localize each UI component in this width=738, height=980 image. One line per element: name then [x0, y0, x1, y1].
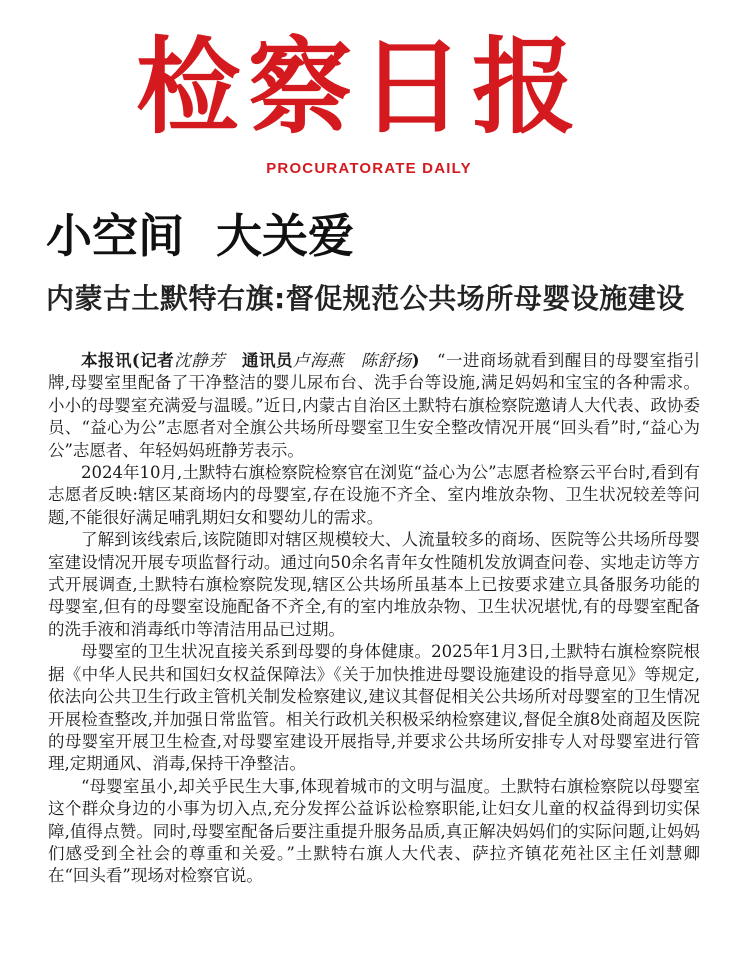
byline-label-mid: 通讯员 — [242, 351, 293, 370]
byline-correspondents: 卢海燕 陈舒扬 — [292, 351, 412, 370]
paragraph-text: “一进商场就看到醒目的母婴室指引牌,母婴室里配备了干净整洁的婴儿尿布台、洗手台等设施,满足妈妈和宝宝的各种需求。小小的母婴室充满爱与温暖。”近日,内蒙古自治区土默特右旗检察院邀请人大代表、政协委员、“益心为公”志愿者对全旗公共场所母婴室卫生安全整改情况开展“回头看”时,“益心为公”志愿者、年轻妈妈班静芳表示。 — [48, 351, 701, 460]
masthead-logo: 检察日报 — [135, 25, 584, 148]
article-body — [48, 350, 700, 888]
masthead — [0, 0, 738, 196]
article-paragraph: 了解到该线索后,该院随即对辖区规模较大、人流量较多的商场、医院等公共场所母婴室建设情况开展专项监督行动。通过向50余名青年女性随机发放调查问卷、实地走访等方式开展调查,土默特右旗检察院发现,辖区公共场所虽基本上已按要求建立具备服务功能的母婴室,但有的母婴室设施配备不齐全,有的室内堆放杂物、卫生状况堪忧,有的母婴室配备的洗手液和消毒纸巾等清洁用品已过期。 — [48, 530, 700, 639]
byline-reporter: 沈静芳 — [174, 351, 226, 370]
article-paragraph: 母婴室的卫生状况直接关系到母婴的身体健康。2025年1月3日,土默特右旗检察院根据《中华人民共和国妇女权益保障法》《关于加快推进母婴设施建设的指导意见》等规定,依法向公共卫生行政主管机关制发检察建议,建议其督促相关公共场所对母婴室的卫生情况开展检查整改,并加强日常监管。相关行政机关积极采纳检察建议,督促全旗8处商超及医院的母婴室开展卫生检查,对母婴室建设开展指导,并要求公共场所安排专人对母婴室进行管理,定期通风、消毒,保持干净整洁。 — [48, 642, 700, 774]
headline: 小空间 大关爱 — [46, 209, 355, 263]
article-paragraph-lead — [48, 350, 700, 462]
article-paragraph: 2024年10月,土默特右旗检察院检察官在浏览“益心为公”志愿者检察云平台时,看到有志愿者反映:辖区某商场内的母婴室,存在设施不齐全、室内堆放杂物、卫生状况较差等问题,不能很好满足哺乳期妇女和婴幼儿的需求。 — [48, 463, 700, 527]
byline-label-close: ) — [411, 351, 420, 370]
article-paragraph: “母婴室虽小,却关乎民生大事,体现着城市的文明与温度。土默特右旗检察院以母婴室这个群众身边的小事为切入点,充分发挥公益诉讼检察职能,让妇女儿童的权益得到切实保障,值得点赞。同时,母婴室配备后要注重提升服务品质,真正解决妈妈们的实际问题,让妈妈们感受到全社会的尊重和关爱。”土默特右旗人大代表、萨拉齐镇花苑社区主任刘慧卿在“回头看”现场对检察官说。 — [48, 776, 700, 886]
masthead-subtitle: PROCURATORATE DAILY — [266, 160, 472, 177]
byline-label-open: 本报讯(记者 — [81, 351, 175, 370]
subheadline: 内蒙古土默特右旗:督促规范公共场所母婴设施建设 — [46, 282, 685, 315]
